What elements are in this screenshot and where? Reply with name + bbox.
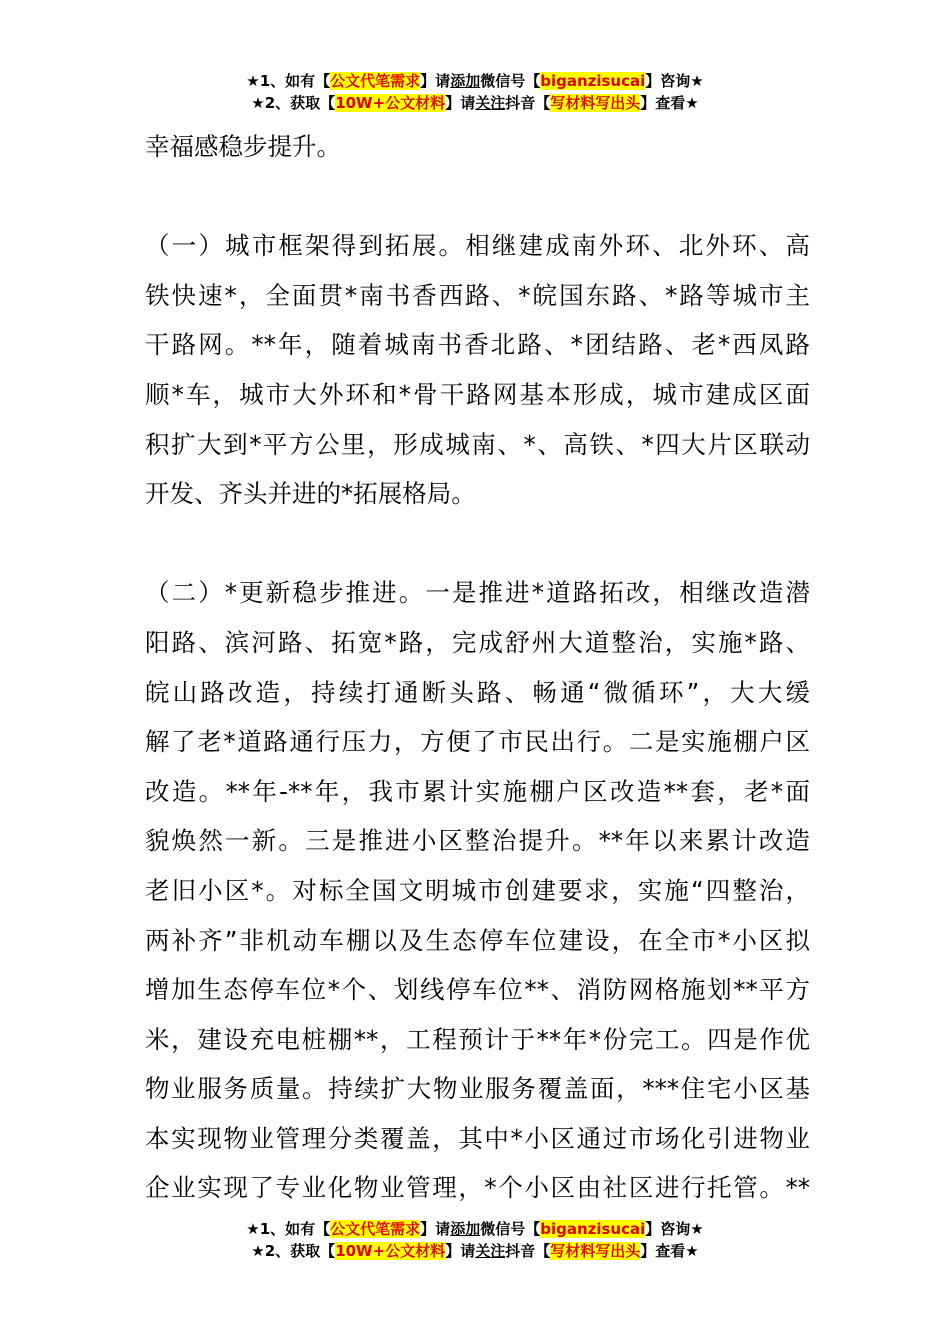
text-line: 阳路、滨河路、拓宽*路，完成舒州大道整治，实施*路、: [145, 627, 810, 657]
banner-text: 】请: [445, 94, 476, 112]
text-line: 两补齐”非机动车棚以及生态停车位建设，在全市*小区拟: [145, 925, 810, 955]
banner-underline: 添加: [450, 1220, 481, 1238]
text-line: 顺*车，城市大外环和*骨干路网基本形成，城市建成区面: [145, 379, 810, 409]
banner-underline: 关注: [475, 1242, 506, 1260]
banner-text: 】请: [445, 1242, 476, 1260]
banner-highlight: 公文代笔需求: [330, 1220, 421, 1238]
banner-text: 微信号【: [480, 1220, 541, 1238]
paragraph-urban-renewal: [145, 568, 810, 1213]
banner-text: 抖音【: [505, 94, 551, 112]
text-line: 解了老*道路通行压力，方便了市民出行。二是实施棚户区: [145, 727, 810, 757]
banner-text: 】请: [420, 1220, 451, 1238]
banner-line-2: [0, 92, 950, 114]
text-line: 皖山路改造，持续打通断头路、畅通“微循环”，大大缓: [145, 677, 810, 707]
banner-text: 抖音【: [505, 1242, 551, 1260]
text-line: （二）*更新稳步推进。一是推进*道路拓改，相继改造潜: [145, 578, 810, 608]
document-body: [145, 122, 810, 1213]
text-line: 米，建设充电桩棚**，工程预计于**年*份完工。四是作优: [145, 1024, 810, 1054]
text-line: 干路网。**年，随着城南书香北路、*团结路、老*西凤路: [145, 330, 810, 360]
banner-line-2: [0, 1240, 950, 1262]
text-line: 铁快速*，全面贯*南书香西路、*皖国东路、*路等城市主: [145, 280, 810, 310]
text-line: 积扩大到*平方公里，形成城南、*、高铁、*四大片区联动: [145, 429, 810, 459]
banner-text: 】咨询★: [645, 72, 704, 90]
text-line: 老旧小区*。对标全国文明城市创建要求，实施“四整治，: [145, 875, 810, 905]
text-line: 物业服务质量。持续扩大物业服务覆盖面，***住宅小区基: [145, 1074, 810, 1104]
banner-line-1: [0, 70, 950, 92]
text-line: 增加生态停车位*个、划线停车位**、消防网格施划**平方: [145, 975, 810, 1005]
banner-highlight: biganzisucai: [540, 1220, 646, 1238]
banner-text: 】咨询★: [645, 1220, 704, 1238]
banner-text: 】查看★: [640, 1242, 699, 1260]
banner-highlight: 公文代笔需求: [330, 72, 421, 90]
paragraph-gap: [145, 519, 810, 569]
text-line: 改造。**年-**年，我市累计实施棚户区改造**套，老*面: [145, 776, 810, 806]
banner-highlight: 写材料写出头: [550, 1242, 641, 1260]
banner-underline: 关注: [475, 94, 506, 112]
text-line: 本实现物业管理分类覆盖，其中*小区通过市场化引进物业: [145, 1123, 810, 1153]
text-line: 开发、齐头并进的*拓展格局。: [145, 479, 476, 509]
text-line: （一）城市框架得到拓展。相继建成南外环、北外环、高: [145, 231, 810, 261]
banner-line-1: [0, 1218, 950, 1240]
paragraph-city-framework: [145, 221, 810, 519]
banner-text: ★2、获取【: [251, 1242, 336, 1260]
paragraph-intro-tail: [145, 122, 810, 172]
banner-text: 微信号【: [480, 72, 541, 90]
banner-text: 】查看★: [640, 94, 699, 112]
text-line: 企业实现了专业化物业管理，*个小区由社区进行托管。**: [145, 1173, 810, 1203]
banner-highlight: 10W+公文材料: [335, 1242, 446, 1260]
footer-banner: [0, 1218, 950, 1262]
paragraph-gap: [145, 172, 810, 222]
banner-text: ★1、如有【: [246, 1220, 331, 1238]
banner-text: ★2、获取【: [251, 94, 336, 112]
banner-highlight: 写材料写出头: [550, 94, 641, 112]
text-line: 貌焕然一新。三是推进小区整治提升。**年以来累计改造: [145, 826, 810, 856]
banner-text: ★1、如有【: [246, 72, 331, 90]
banner-highlight: biganzisucai: [540, 72, 646, 90]
banner-text: 】请: [420, 72, 451, 90]
banner-underline: 添加: [450, 72, 481, 90]
text-line: 幸福感稳步提升。: [145, 132, 341, 161]
header-banner: [0, 70, 950, 114]
banner-highlight: 10W+公文材料: [335, 94, 446, 112]
